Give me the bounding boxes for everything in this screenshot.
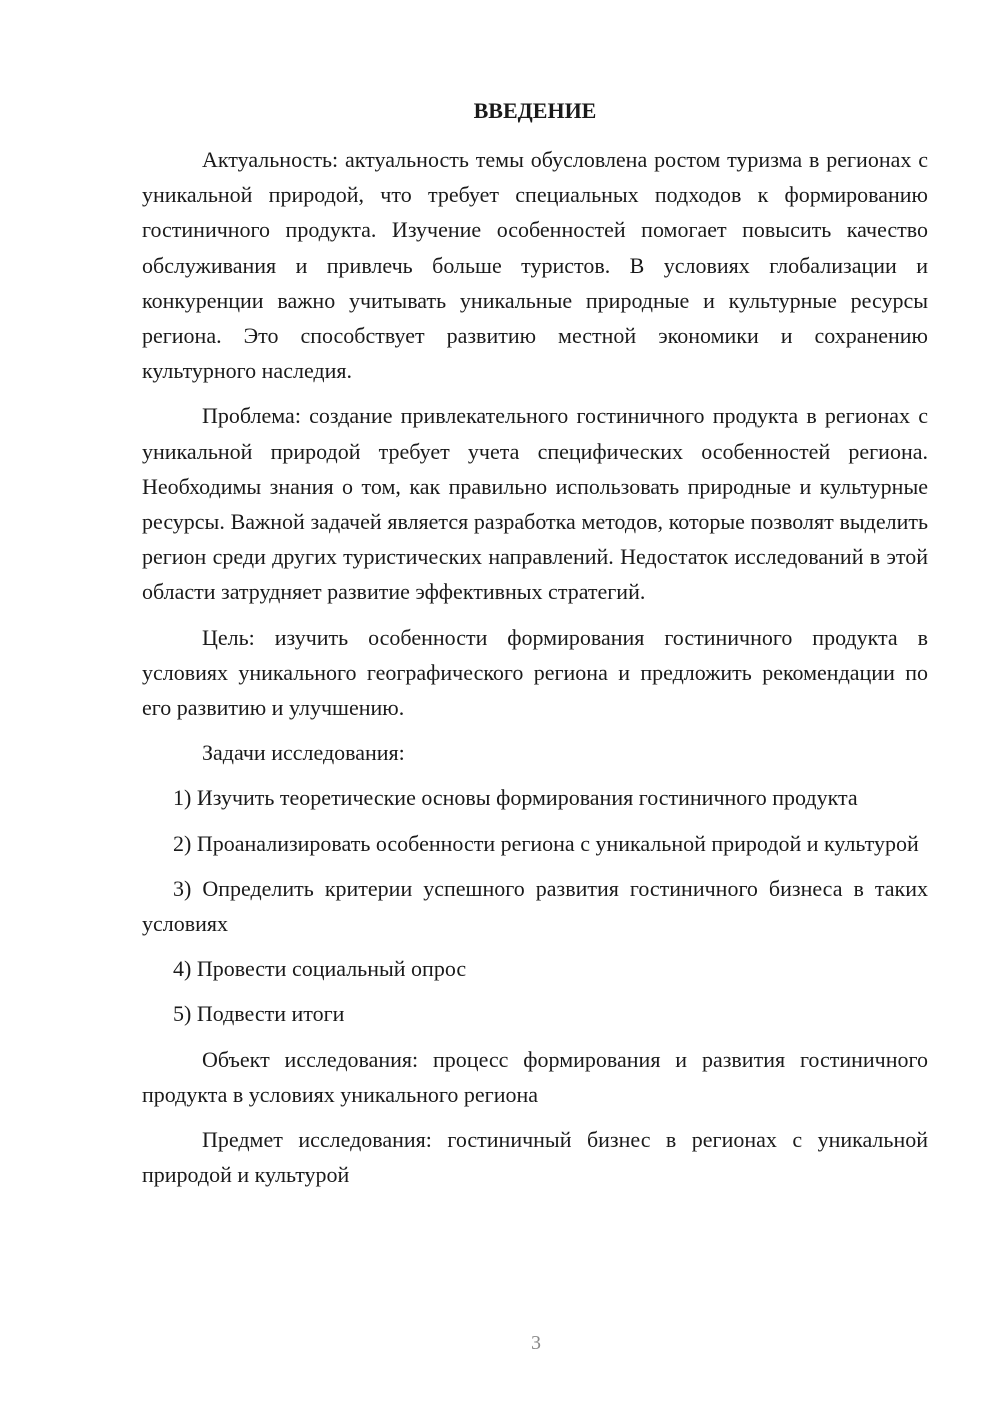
task-item: 2) Проанализировать особенности региона с уникальной природой и культурой xyxy=(173,830,919,856)
paragraph-goal: Цель: изучить особенности формирования гостиничного продукта в условиях уникального географического региона и предложить рекомендации по его развитию и улучшению. xyxy=(142,624,928,721)
paragraph-problem: Проблема: создание привлекательного гостиничного продукта в регионах с уникальной природой требует учета специфических особенностей региона. Необходимы знания о том, как правильно использовать природные и культурные ресурсы. Важной задачей является разработка методов, которые позволят выделить регион среди других туристических направлений. Недостаток исследований в этой области затрудняет развитие эффективных стратегий. xyxy=(142,403,928,605)
task-item: 5) Подвести итоги xyxy=(173,1001,345,1027)
page-number: 3 xyxy=(531,1332,541,1354)
body-text xyxy=(142,142,928,1202)
task-item: 4) Провести социальный опрос xyxy=(173,956,467,982)
task-item: 1) Изучить теоретические основы формирования гостиничного продукта xyxy=(173,785,858,811)
task-item: 3) Определить критерии успешного развития гостиничного бизнеса в таких условиях xyxy=(142,875,928,937)
paragraph-relevance: Актуальность: актуальность темы обусловлена ростом туризма в регионах с уникальной природой, что требует специальных подходов к формированию гостиничного продукта. Изучение особенностей помогает повысить качество обслуживания и привлечь больше туристов. В условиях глобализации и конкуренции важно учитывать уникальные природные и культурные ресурсы региона. Это способствует развитию местной экономики и сохранению культурного наследия. xyxy=(142,147,928,384)
section-title: ВВЕДЕНИЕ xyxy=(473,98,597,123)
paragraph-object: Объект исследования: процесс формирования и развития гостиничного продукта в условиях уникального региона xyxy=(142,1046,928,1107)
paragraph-tasks-heading: Задачи исследования: xyxy=(202,740,405,766)
paragraph-subject: Предмет исследования: гостиничный бизнес в регионах с уникальной природой и культурой xyxy=(142,1127,928,1188)
